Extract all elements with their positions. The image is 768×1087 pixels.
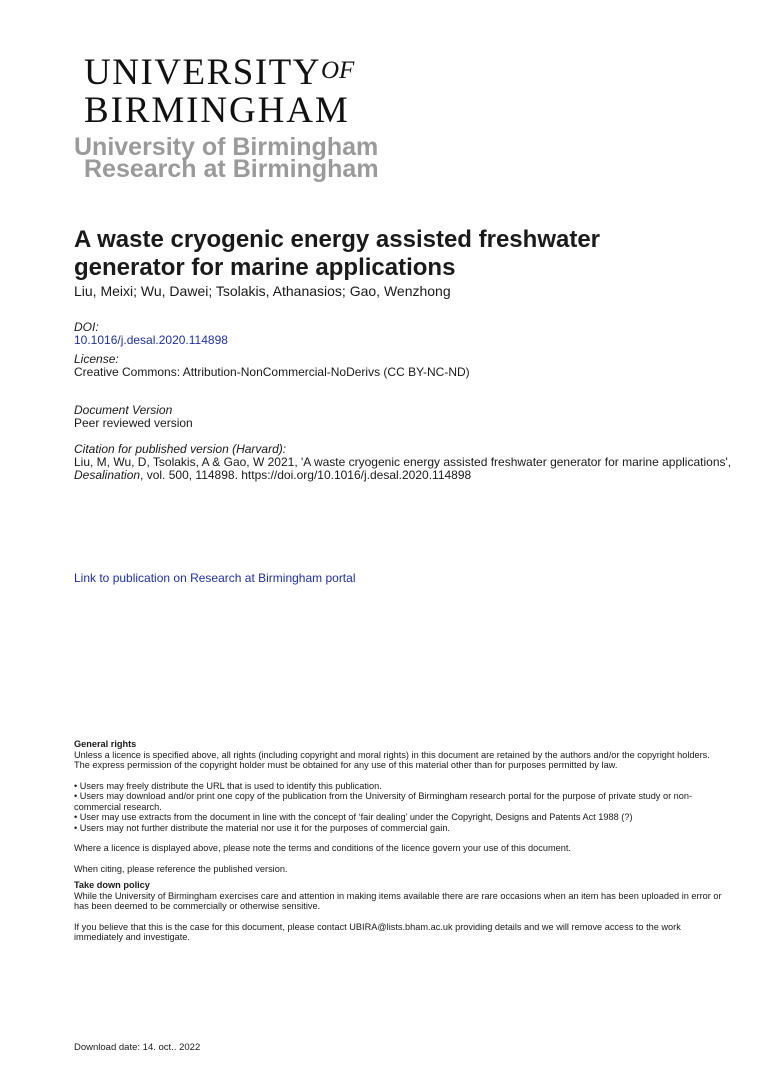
license-value: Creative Commons: Attribution-NonCommercial-NoDerivs (CC BY-NC-ND) [74,365,470,379]
citation-text-before: Liu, M, Wu, D, Tsolakis, A & Gao, W 2021, 'A waste cryogenic energy assisted freshwater generator for marine applications', [74,455,732,469]
doi-link[interactable]: 10.1016/j.desal.2020.114898 [74,333,228,347]
portal-link[interactable]: Link to publication on Research at Birmingham portal [74,571,356,585]
contact-text: If you believe that this is the case for this document, please contact UBIRA@lists.bham.ac.uk providing details and we will remove access to the work immediately and investigate. [74,921,681,942]
citation-block [74,443,734,482]
logo-line1-of: OF [320,57,355,84]
rights-bullet: • User may use extracts from the document in line with the concept of ‘fair dealing’ under the Copyright, Designs and Patents Act 1988 (?) [74,812,633,822]
licence-note: Where a licence is displayed above, please note the terms and conditions of the licence govern your use of this document. [74,843,571,853]
citation-text [74,456,734,482]
repository-name [74,133,379,183]
logo-line1: UNIVERSITY [84,52,321,93]
version-value: Peer reviewed version [74,416,193,430]
logo-line2: BIRMINGHAM [84,90,350,131]
cite-note: When citing, please reference the published version. [74,863,288,874]
version-label: Document Version [74,403,173,417]
rights-bullet: • Users may freely distribute the URL that is used to identify this publication. [74,780,382,791]
paper-title: A waste cryogenic energy assisted freshwater generator for marine applications [74,226,601,281]
rights-intro: Unless a licence is specified above, all rights (including copyright and moral rights) in this document are retained by the authors and/or the copyright holders. The express permission of the copyright holder must be obtained for any use of this material other than for purposes permitted by law. [74,749,710,770]
rights-bullet: • Users may download and/or print one copy of the publication from the University of Birmingham research portal for the purpose of private study or non-commercial research. [74,791,693,812]
citation-label: Citation for published version (Harvard): [74,442,287,456]
version-block [74,404,734,430]
citation-journal: Desalination [74,468,141,482]
rights-heading: General rights [74,739,137,749]
rights-section [74,739,724,943]
download-date: Download date: 14. oct.. 2022 [74,1042,201,1053]
rights-bullet: • Users may not further distribute the material nor use it for the purposes of commercial gain. [74,822,450,833]
citation-text-after: , vol. 500, 114898. https://doi.org/10.1016/j.desal.2020.114898 [140,468,472,482]
paper-authors: Liu, Meixi; Wu, Dawei; Tsolakis, Athanasios; Gao, Wenzhong [74,283,451,299]
doi-label: DOI: [74,320,99,334]
license-label: License: [74,352,119,366]
repository-line2: Research at Birmingham [84,155,379,183]
university-logo [84,52,384,130]
takedown-heading: Take down policy [74,880,150,890]
repository-line1: University of Birmingham [74,133,379,161]
takedown-text: While the University of Birmingham exercises care and attention in making items available there are rare occasions when an item has been uploaded in error or has been deemed to be commercially or otherwise sensitive. [74,890,722,911]
doi-block [74,321,734,347]
license-block [74,353,734,379]
